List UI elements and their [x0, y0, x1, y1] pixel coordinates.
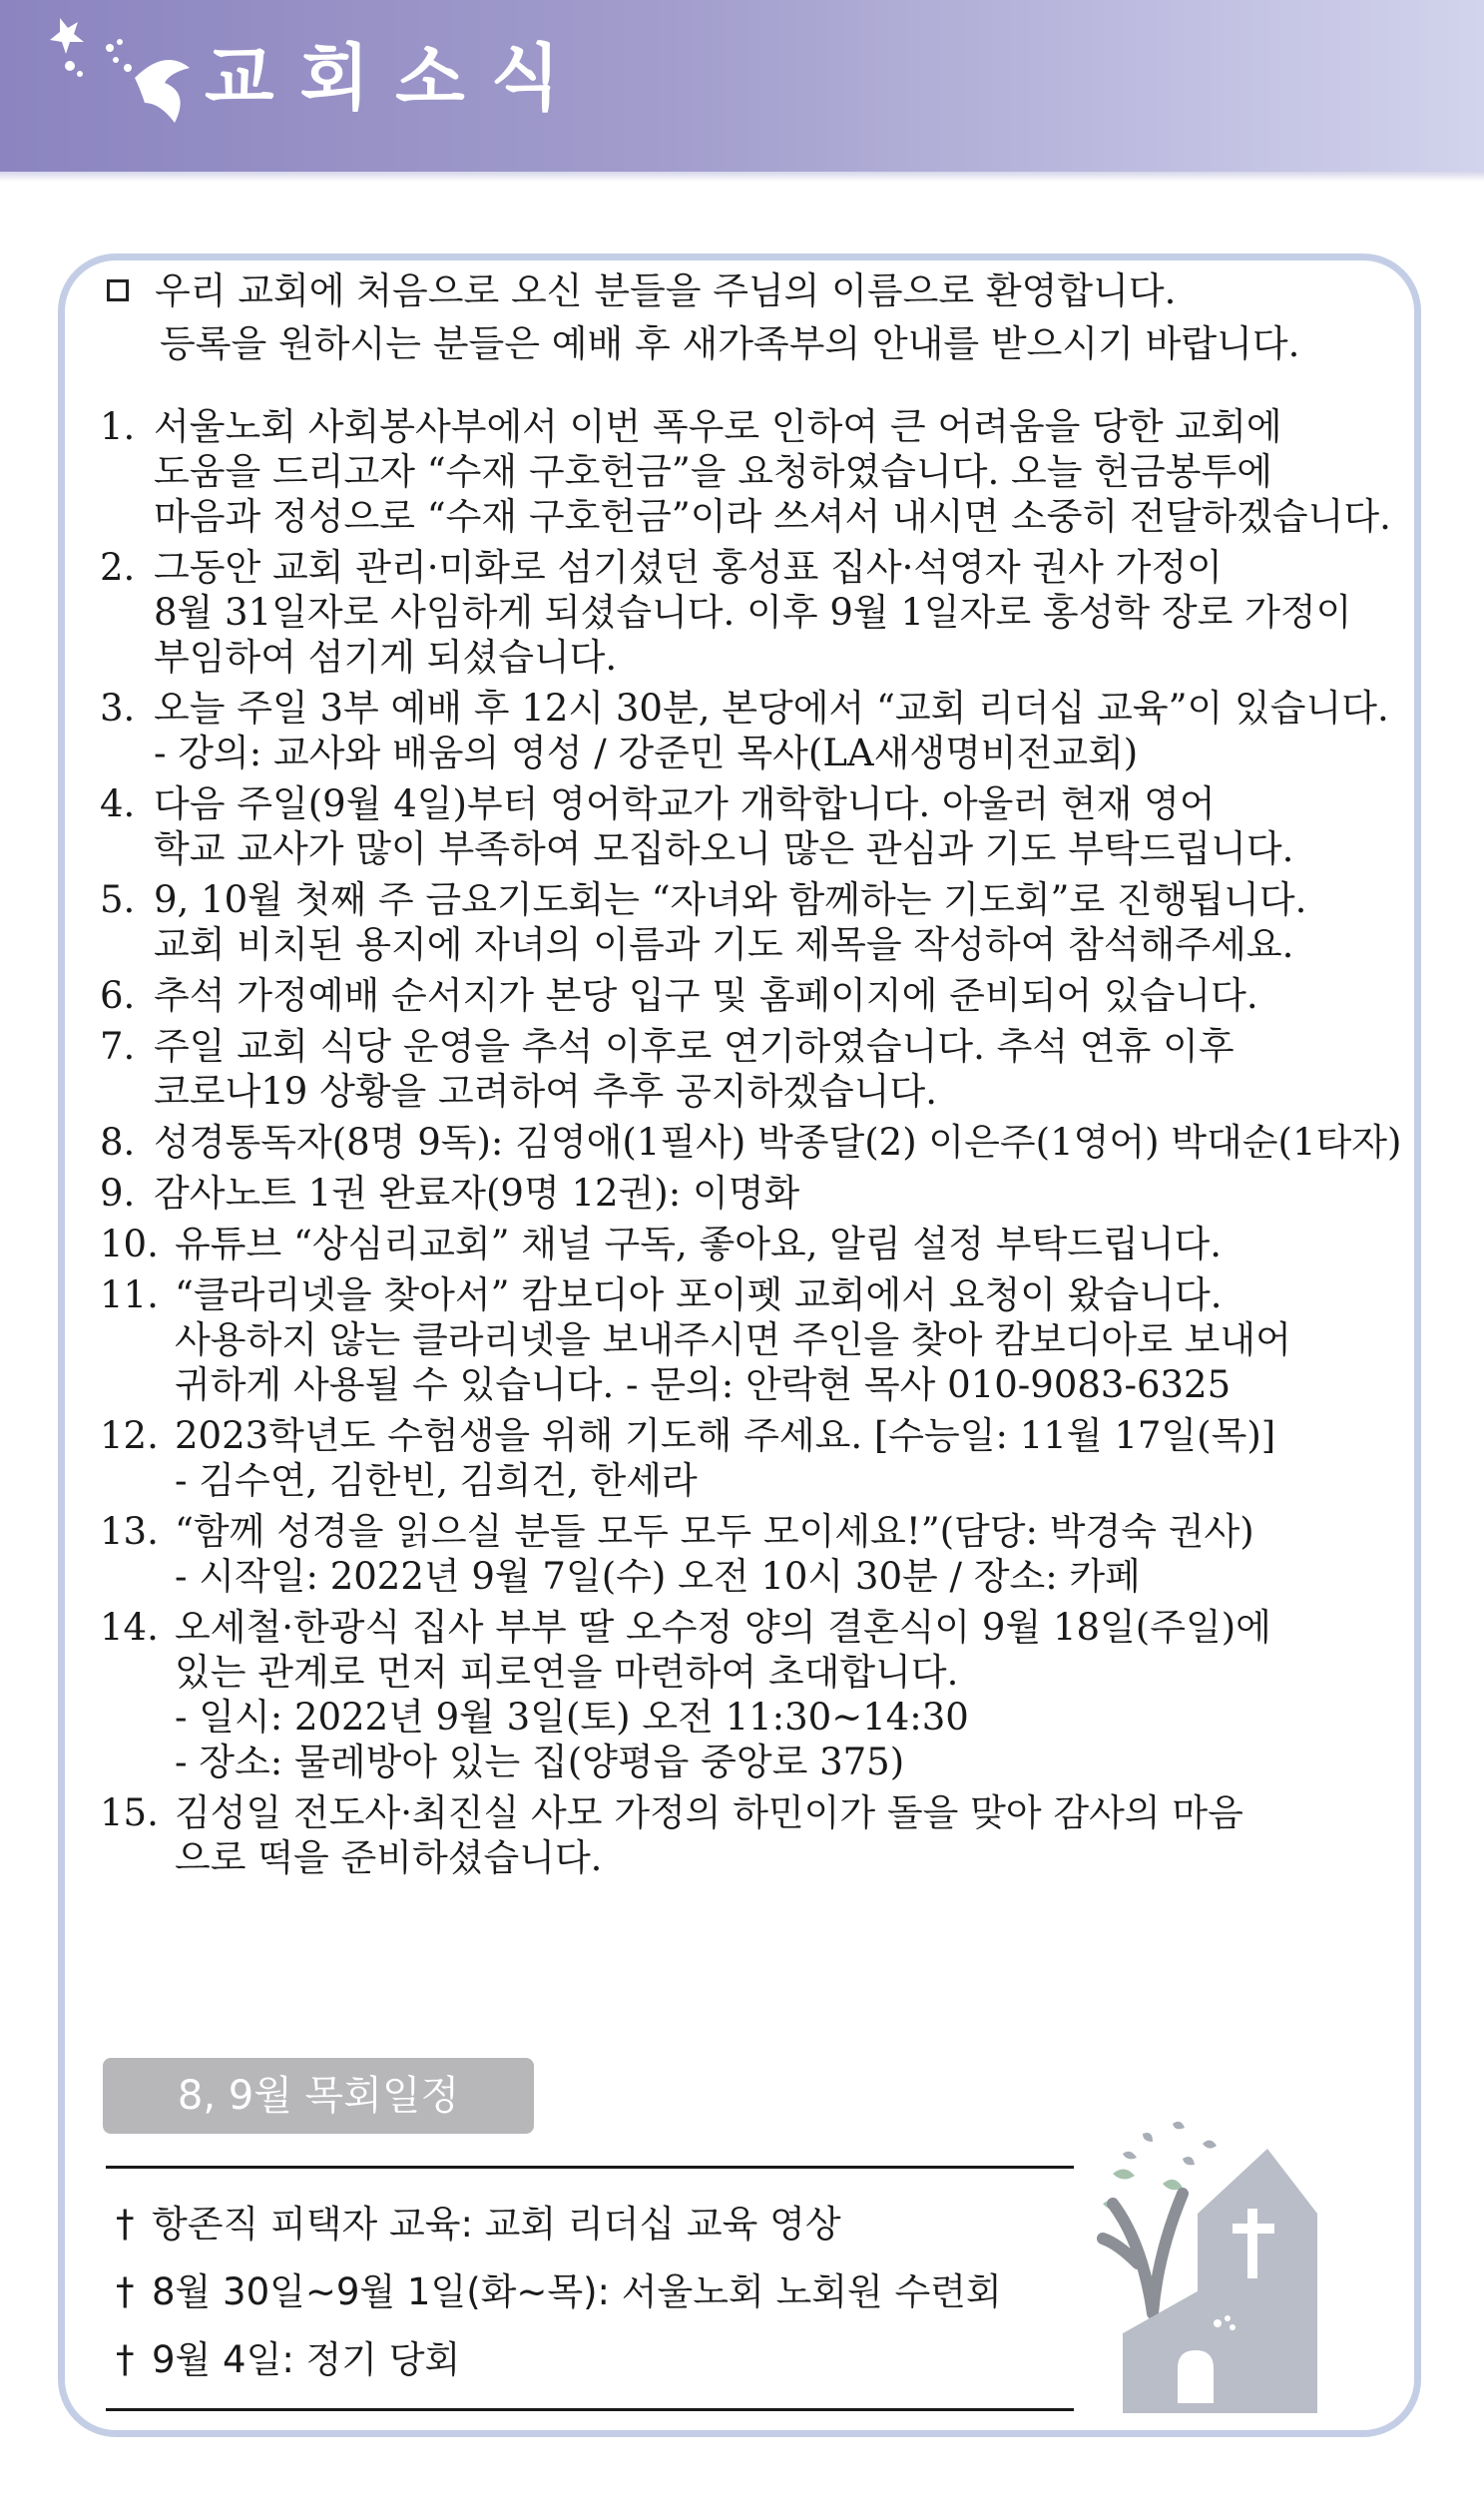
announcement-list	[100, 404, 1402, 1886]
item-number: 5.	[100, 878, 136, 921]
announcement-item	[100, 404, 1391, 539]
item-text	[154, 404, 1391, 539]
item-number: 4.	[100, 782, 136, 825]
item-number: 13.	[100, 1510, 159, 1553]
schedule-text: 항존직 피택자 교육: 교회 리더십 교육 영상	[152, 2203, 841, 2246]
item-number: 14.	[100, 1606, 159, 1649]
schedule-bottom-rule	[106, 2408, 1074, 2411]
schedule-text: 8월 30일~9월 1일(화~목): 서울노회 노회원 수련회	[152, 2270, 1002, 2313]
item-line: 감사노트 1권 완료자(9명 12권): 이명화	[154, 1172, 800, 1215]
item-line: 김성일 전도사·최진실 사모 가정의 하민이가 돌을 맞아 감사의 마음	[175, 1791, 1243, 1834]
item-text	[154, 545, 1387, 680]
item-line: 유튜브 “상심리교회” 채널 구독, 좋아요, 알림 설정 부탁드립니다.	[175, 1223, 1222, 1265]
item-line: 도움을 드리고자 “수재 구호헌금”을 요청하였습니다. 오늘 헌금봉투에	[154, 450, 1272, 493]
dove-icon	[40, 8, 210, 148]
announcement-item	[100, 1120, 1402, 1165]
cross-icon: †	[116, 2270, 135, 2313]
item-line: - 시작일: 2022년 9월 7일(수) 오전 10시 30분 / 장소: 카페	[175, 1555, 1141, 1598]
item-line: 9, 10월 첫째 주 금요기도회는 “자녀와 함께하는 기도회”로 진행됩니다.	[154, 878, 1307, 921]
header-shadow	[0, 172, 1484, 182]
announcement-item	[100, 1024, 1387, 1114]
item-text	[154, 1120, 1401, 1165]
item-line: 으로 떡을 준비하셨습니다.	[175, 1836, 603, 1879]
item-text	[154, 973, 1387, 1018]
announcement-item	[100, 877, 1387, 967]
item-line: 추석 가정예배 순서지가 본당 입구 및 홈페이지에 준비되어 있습니다.	[154, 974, 1258, 1017]
announcement-item	[100, 1272, 1387, 1407]
item-line: 오세철·한광식 집사 부부 딸 오수정 양의 결혼식이 9월 18일(주일)에	[175, 1606, 1271, 1649]
item-text	[154, 1171, 1387, 1216]
item-number: 12.	[100, 1414, 159, 1457]
item-text	[175, 1222, 1387, 1266]
announcement-item	[100, 1790, 1387, 1880]
item-line: 성경통독자(8명 9독): 김영애(1필사) 박종달(2) 이은주(1영어) 박대순(1타자)	[154, 1121, 1402, 1164]
item-number: 8.	[100, 1121, 136, 1164]
schedule-text: 9월 4일: 정기 당회	[152, 2338, 461, 2381]
item-text	[175, 1413, 1387, 1503]
item-line: - 장소: 물레방아 있는 집(양평읍 중앙로 375)	[175, 1741, 905, 1783]
schedule-title: 8, 9월 목회일정	[103, 2058, 534, 2134]
item-line: - 강의: 교사와 배움의 영성 / 강준민 목사(LA새생명비전교회)	[154, 732, 1139, 774]
schedule-list	[116, 2191, 1002, 2394]
announcement-item	[100, 545, 1387, 680]
item-number: 10.	[100, 1223, 159, 1265]
announcement-item	[100, 1509, 1387, 1599]
item-text	[175, 1509, 1387, 1599]
item-line: 코로나19 상황을 고려하여 추후 공지하겠습니다.	[154, 1070, 937, 1113]
item-number: 2.	[100, 546, 136, 589]
announcement-item	[100, 1171, 1387, 1216]
item-text	[154, 781, 1387, 871]
announcement-item	[100, 1222, 1387, 1266]
cross-icon: †	[116, 2338, 135, 2381]
item-text	[175, 1605, 1387, 1784]
item-text	[175, 1790, 1387, 1880]
schedule-item	[116, 2258, 1002, 2326]
item-line: “클라리넷을 찾아서” 캄보디아 포이펫 교회에서 요청이 왔습니다.	[175, 1273, 1223, 1316]
item-line: 학교 교사가 많이 부족하여 모집하오니 많은 관심과 기도 부탁드립니다.	[154, 827, 1294, 870]
item-line: 주일 교회 식당 운영을 추석 이후로 연기하였습니다. 추석 연휴 이후	[154, 1025, 1235, 1068]
item-number: 6.	[100, 974, 136, 1017]
item-line: 교회 비치된 용지에 자녀의 이름과 기도 제목을 작성하여 참석해주세요.	[154, 923, 1294, 966]
item-line: 서울노회 사회봉사부에서 이번 폭우로 인하여 큰 어려움을 당한 교회에	[154, 405, 1282, 448]
announcement-item	[100, 781, 1387, 871]
schedule-item	[116, 2326, 1002, 2394]
item-number: 7.	[100, 1025, 136, 1068]
item-line: 8월 31일자로 사임하게 되셨습니다. 이후 9월 1일자로 홍성학 장로 가정이	[154, 591, 1352, 634]
announcement-item	[100, 1413, 1387, 1503]
welcome-line-2: 등록을 원하시는 분들은 예배 후 새가족부의 안내를 받으시기 바랍니다.	[160, 322, 1300, 365]
item-number: 1.	[100, 405, 136, 448]
item-text	[154, 686, 1389, 775]
item-line: - 김수연, 김한빈, 김희건, 한세라	[175, 1459, 698, 1502]
item-text	[154, 877, 1387, 967]
checkbox-square-icon	[107, 279, 129, 301]
item-line: - 일시: 2022년 9월 3일(토) 오전 11:30~14:30	[175, 1696, 969, 1739]
item-number: 3.	[100, 687, 136, 730]
item-line: 부임하여 섬기게 되셨습니다.	[154, 636, 618, 679]
item-text	[175, 1272, 1387, 1407]
item-line: 사용하지 않는 클라리넷을 보내주시면 주인을 찾아 캄보디아로 보내어	[175, 1318, 1291, 1361]
item-number: 11.	[100, 1273, 159, 1316]
announcement-item	[100, 686, 1387, 775]
item-line: 2023학년도 수험생을 위해 기도해 주세요. [수능일: 11월 17일(목)]	[175, 1414, 1276, 1457]
schedule-item	[116, 2191, 1002, 2258]
item-line: 마음과 정성으로 “수재 구호헌금”이라 쓰셔서 내시면 소중히 전달하겠습니다.	[154, 495, 1391, 538]
item-line: “함께 성경을 읽으실 분들 모두 모두 모이세요!”(담당: 박경숙 권사)	[175, 1510, 1254, 1553]
cross-icon: †	[116, 2203, 135, 2246]
announcement-item	[100, 1605, 1387, 1784]
item-number: 9.	[100, 1172, 136, 1215]
welcome-note	[107, 264, 1394, 370]
page-title: 교회소식	[205, 36, 587, 120]
item-line: 있는 관계로 먼저 피로연을 마련하여 초대합니다.	[175, 1651, 959, 1694]
welcome-line-1: 우리 교회에 처음으로 오신 분들을 주님의 이름으로 환영합니다.	[107, 264, 1394, 317]
item-line: 그동안 교회 관리·미화로 섬기셨던 홍성표 집사·석영자 권사 가정이	[154, 546, 1223, 589]
item-line: 오늘 주일 3부 예배 후 12시 30분, 본당에서 “교회 리더십 교육”이 있습니다.	[154, 687, 1389, 730]
item-number: 15.	[100, 1791, 159, 1834]
announcement-item	[100, 973, 1387, 1018]
item-line: 다음 주일(9월 4일)부터 영어학교가 개학합니다. 아울러 현재 영어	[154, 782, 1216, 825]
item-line: 귀하게 사용될 수 있습니다. - 문의: 안락현 목사 010-9083-6325	[175, 1363, 1232, 1406]
schedule-top-rule	[106, 2166, 1074, 2169]
church-illustration	[1083, 2114, 1382, 2413]
item-text	[154, 1024, 1387, 1114]
